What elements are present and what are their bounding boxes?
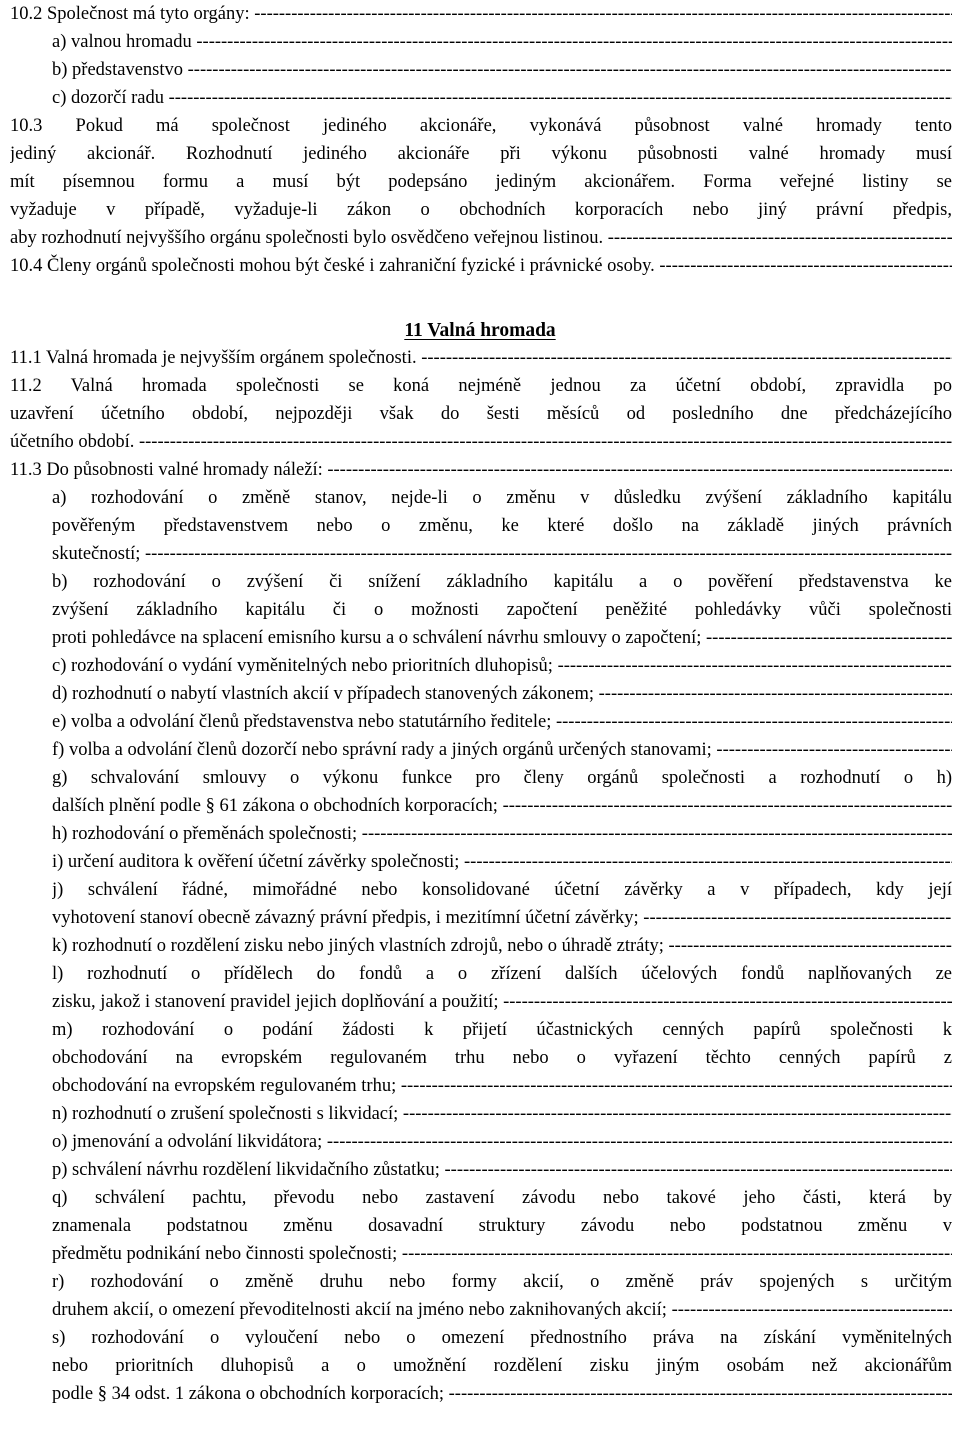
paragraph-line: mít písemnou formu a musí být podepsáno jediným akcionářem. Forma veřejné listiny se xyxy=(10,172,952,192)
list-item: r) rozhodování o změně druhu nebo formy akcií, o změně práv spojených s určitým xyxy=(52,1272,952,1292)
list-item: c) rozhodování o vydání vyměnitelných nebo prioritních dluhopisů; ----- xyxy=(52,652,952,680)
list-item: b) představenstvo ----- xyxy=(52,56,952,84)
list-item: f) volba a odvolání členů dozorčí nebo správní rady a jiných orgánů určených stanovami; ----- xyxy=(52,736,952,764)
paragraph-line: vyžaduje v případě, vyžaduje-li zákon o obchodních korporacích nebo jiný právní předpis, xyxy=(10,200,952,220)
list-item: obchodování na evropském regulovaném trhu; ----- xyxy=(52,1072,952,1100)
list-item: skutečností; ----- xyxy=(52,540,952,568)
paragraph-line: 10.3 Pokud má společnost jediného akcionáře, vykonává působnost valné hromady tento xyxy=(10,116,952,136)
list-item: dalších plnění podle § 61 zákona o obchodních korporacích; ----- xyxy=(52,792,952,820)
section-11-1: 11.1 Valná hromada je nejvyšším orgánem společnosti. ----- xyxy=(10,344,952,372)
list-item: m) rozhodování o podání žádosti k přijetí účastnických cenných papírů společnosti k xyxy=(52,1020,952,1040)
list-item: a) valnou hromadu ----- xyxy=(52,28,952,56)
list-item: zvýšení základního kapitálu či o možnosti započtení peněžité pohledávky vůči společnosti xyxy=(52,600,952,620)
list-item: pověřeným představenstvem nebo o změnu, ke které došlo na základě jiných právních xyxy=(52,516,952,536)
list-item: znamenala podstatnou změnu dosavadní struktury závodu nebo podstatnou změnu v xyxy=(52,1216,952,1236)
paragraph-line: uzavření účetního období, nejpozději však do šesti měsíců od posledního dne předcházejícího xyxy=(10,404,952,424)
section-11-3-intro: 11.3 Do působnosti valné hromady náleží: ----- xyxy=(10,456,952,484)
list-item: proti pohledávce na splacení emisního kursu a o schválení návrhu smlouvy o započtení; ----- xyxy=(52,624,952,652)
list-item: b) rozhodování o zvýšení či snížení základního kapitálu a o pověření představenstva ke xyxy=(52,572,952,592)
paragraph-line: aby rozhodnutí nejvyššího orgánu společnosti bylo osvědčeno veřejnou listinou. ----- xyxy=(10,224,952,252)
list-item: vyhotovení stanoví obecně závazný právní předpis, i mezitímní účetní závěrky; ----- xyxy=(52,904,952,932)
list-item: obchodování na evropském regulovaném trhu nebo o vyřazení těchto cenných papírů z xyxy=(52,1048,952,1068)
section-10-4: 10.4 Členy orgánů společnosti mohou být české i zahraniční fyzické i právnické osoby. ----- xyxy=(10,252,952,280)
list-item: k) rozhodnutí o rozdělení zisku nebo jiných vlastních zdrojů, nebo o úhradě ztráty; ----- xyxy=(52,932,952,960)
list-item: j) schválení řádné, mimořádné nebo konsolidované účetní závěrky a v případech, kdy její xyxy=(52,880,952,900)
section-heading-text: 11 Valná hromada xyxy=(404,320,556,341)
list-item: g) schvalování smlouvy o výkonu funkce pro členy orgánů společnosti a rozhodnutí o h) xyxy=(52,768,952,788)
list-item: d) rozhodnutí o nabytí vlastních akcií v případech stanovených zákonem; ----- xyxy=(52,680,952,708)
paragraph-line: účetního období. ----- xyxy=(10,428,952,456)
paragraph-line: 11.2 Valná hromada společnosti se koná nejméně jednou za účetní období, zpravidla po xyxy=(10,376,952,396)
list-item: podle § 34 odst. 1 zákona o obchodních korporacích; ----- xyxy=(52,1380,952,1408)
list-item: n) rozhodnutí o zrušení společnosti s likvidací; ----- xyxy=(52,1100,952,1128)
list-item: i) určení auditora k ověření účetní závěrky společnosti; ----- xyxy=(52,848,952,876)
list-item: druhem akcií, o omezení převoditelnosti akcií na jméno nebo zaknihovaných akcií; ----- xyxy=(52,1296,952,1324)
list-item: o) jmenování a odvolání likvidátora; ----- xyxy=(52,1128,952,1156)
list-item: e) volba a odvolání členů představenstva nebo statutárního ředitele; ----- xyxy=(52,708,952,736)
list-item: předmětu podnikání nebo činnosti společnosti; ----- xyxy=(52,1240,952,1268)
section-10-2-intro: 10.2 Společnost má tyto orgány: ----- xyxy=(10,0,952,28)
list-item: zisku, jakož i stanovení pravidel jejich doplňování a použití; ----- xyxy=(52,988,952,1016)
list-item: s) rozhodování o vyloučení nebo o omezení přednostního práva na získání vyměnitelných xyxy=(52,1328,952,1348)
list-item: p) schválení návrhu rozdělení likvidačního zůstatku; ----- xyxy=(52,1156,952,1184)
section-heading xyxy=(0,316,960,346)
list-item: nebo prioritních dluhopisů a o umožnění rozdělení zisku jiným osobám než akcionářům xyxy=(52,1356,952,1376)
list-item: c) dozorčí radu ----- xyxy=(52,84,952,112)
paragraph-line: jediný akcionář. Rozhodnutí jediného akcionáře při výkonu působnosti valné hromady musí xyxy=(10,144,952,164)
list-item: a) rozhodování o změně stanov, nejde-li o změnu v důsledku zvýšení základního kapitálu xyxy=(52,488,952,508)
list-item: q) schválení pachtu, převodu nebo zastavení závodu nebo takové jeho části, která by xyxy=(52,1188,952,1208)
list-item: h) rozhodování o přeměnách společnosti; ----- xyxy=(52,820,952,848)
list-item: l) rozhodnutí o přídělech do fondů a o zřízení dalších účelových fondů naplňovaných ze xyxy=(52,964,952,984)
